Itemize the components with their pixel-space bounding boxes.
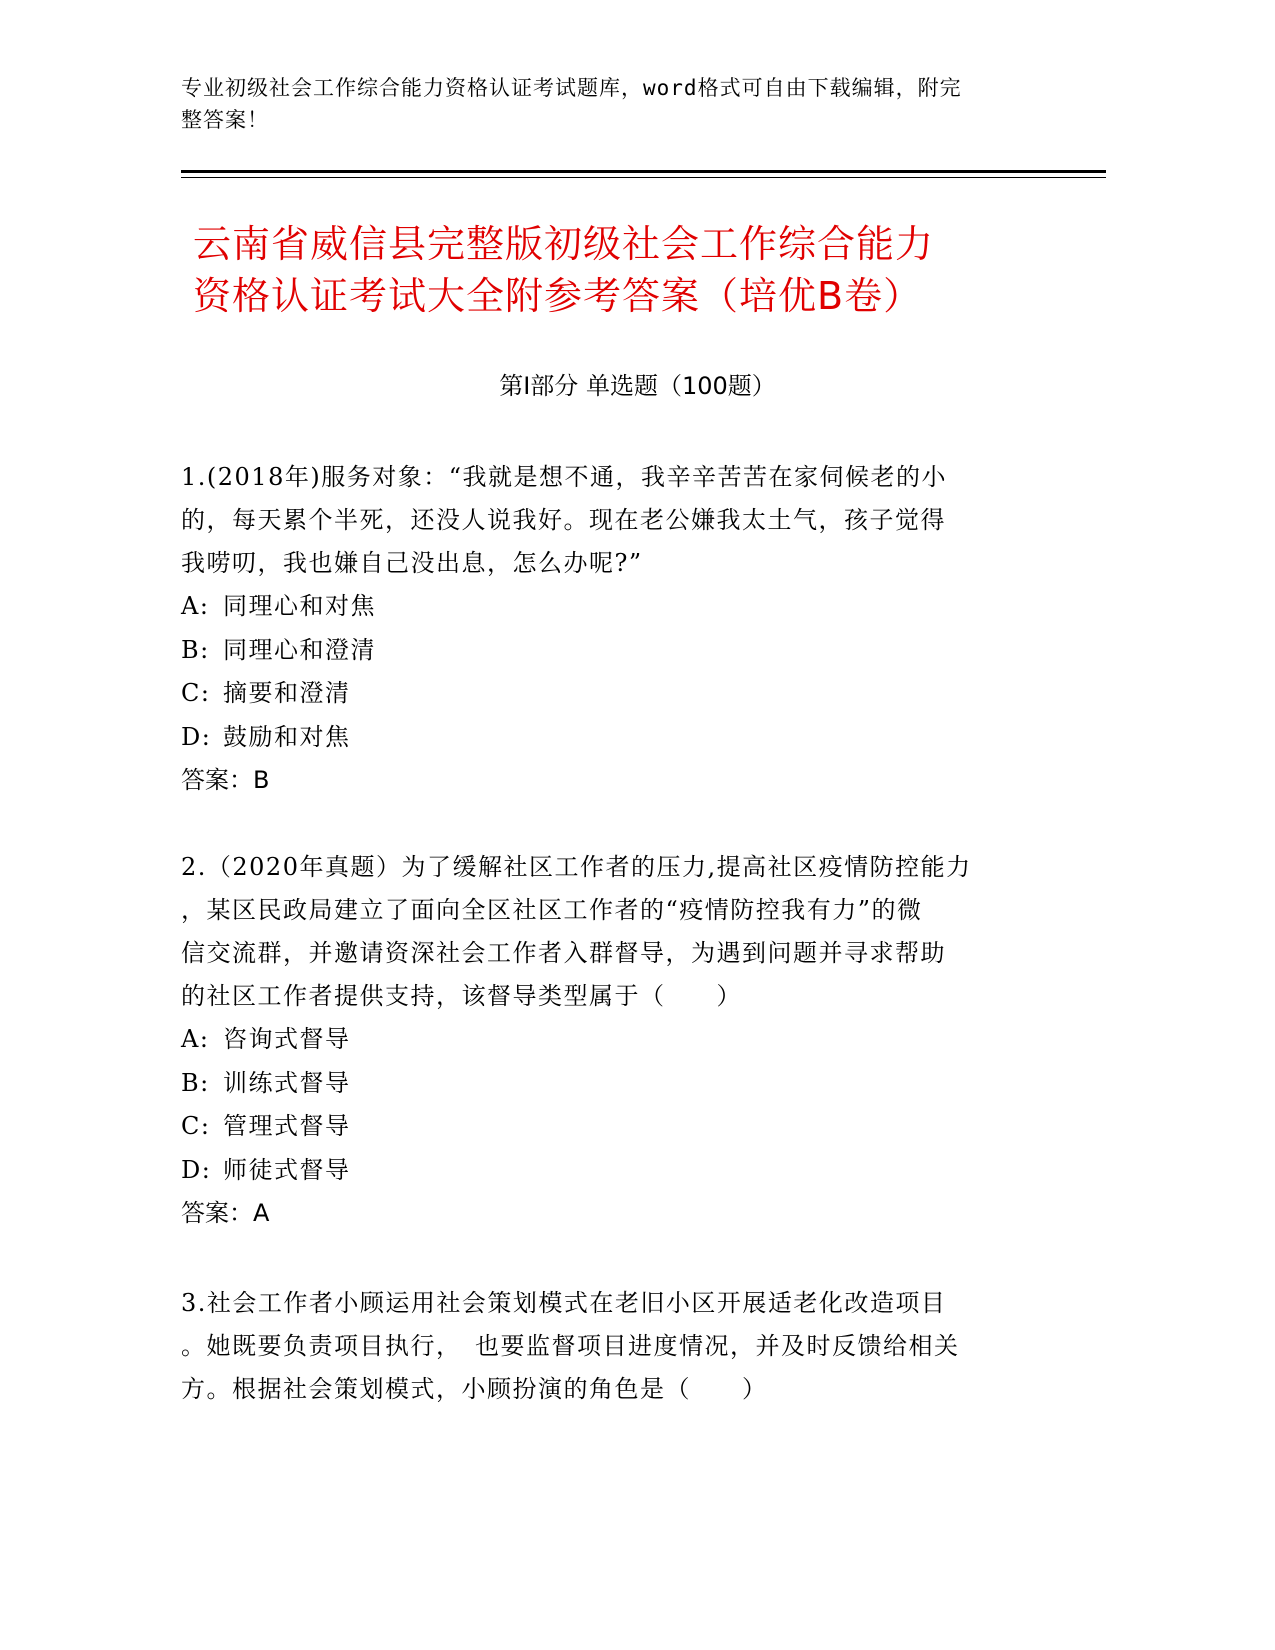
option-key: D: bbox=[181, 1155, 212, 1184]
question-2 bbox=[181, 846, 1051, 1236]
question-stem-line: 我唠叨，我也嫌自己没出息，怎么办呢?” bbox=[181, 549, 643, 577]
option-text: 同理心和对焦 bbox=[223, 592, 376, 620]
question-stem-line: 3.社会工作者小顾运用社会策划模式在老旧小区开展适老化改造项目 bbox=[181, 1289, 947, 1317]
section-title: 第Ⅰ部分 单选题（100题） bbox=[499, 372, 776, 400]
option-a bbox=[181, 585, 1051, 629]
option-key: A: bbox=[181, 592, 210, 620]
header-divider-thick bbox=[181, 170, 1106, 173]
option-key: B: bbox=[181, 1068, 210, 1097]
document-title-line: 资格认证考试大全附参考答案（培优B卷） bbox=[193, 274, 923, 318]
question-stem-line: ，某区民政局建立了面向全区社区工作者的“疫情防控我有力”的微 bbox=[181, 896, 923, 924]
header-note-line: 专业初级社会工作综合能力资格认证考试题库，word格式可自由下载编辑，附完 bbox=[181, 76, 962, 100]
option-b bbox=[181, 629, 1051, 673]
question-stem-line: 的，每天累个半死，还没人说我好。现在老公嫌我太土气，孩子觉得 bbox=[181, 506, 946, 534]
option-d bbox=[181, 1149, 1051, 1193]
question-stem-line: 1.(2018年)服务对象：“我就是想不通，我辛辛苦苦在家伺候老的小 bbox=[181, 463, 947, 491]
option-b bbox=[181, 1062, 1051, 1106]
option-text: 咨询式督导 bbox=[223, 1025, 351, 1053]
header-note bbox=[181, 72, 1041, 136]
option-text: 管理式督导 bbox=[223, 1112, 351, 1140]
question-stem-line: 2.（2020年真题）为了缓解社区工作者的压力,提高社区疫情防控能力 bbox=[181, 853, 972, 881]
option-key: A: bbox=[181, 1025, 210, 1053]
option-key: B: bbox=[181, 635, 210, 664]
option-text: 鼓励和对焦 bbox=[223, 722, 351, 751]
option-text: 师徒式督导 bbox=[223, 1155, 351, 1184]
answer-line: 答案：B bbox=[181, 766, 270, 794]
question-stem-line: 方。根据社会策划模式，小顾扮演的角色是（ ） bbox=[181, 1375, 768, 1403]
question-stem-line: 的社区工作者提供支持，该督导类型属于（ ） bbox=[181, 982, 742, 1010]
option-c bbox=[181, 1105, 1051, 1149]
header-note-line: 整答案！ bbox=[181, 108, 269, 132]
document-title-line: 云南省威信县完整版初级社会工作综合能力 bbox=[193, 222, 935, 266]
option-key: C: bbox=[181, 1112, 211, 1140]
question-3 bbox=[181, 1282, 1051, 1411]
option-text: 同理心和澄清 bbox=[223, 635, 376, 664]
question-1 bbox=[181, 456, 1051, 803]
document-title bbox=[193, 218, 1073, 322]
question-stem-line: 。她既要负责项目执行， 也要监督项目进度情况，并及时反馈给相关 bbox=[181, 1332, 960, 1360]
option-text: 摘要和澄清 bbox=[223, 679, 351, 707]
answer-line: 答案：A bbox=[181, 1199, 270, 1227]
header-divider-thin bbox=[181, 177, 1106, 178]
option-a bbox=[181, 1018, 1051, 1062]
option-key: C: bbox=[181, 679, 211, 707]
option-c bbox=[181, 672, 1051, 716]
question-stem-line: 信交流群，并邀请资深社会工作者入群督导，为遇到问题并寻求帮助 bbox=[181, 939, 946, 967]
option-d bbox=[181, 716, 1051, 760]
option-text: 训练式督导 bbox=[223, 1068, 351, 1097]
option-key: D: bbox=[181, 722, 212, 751]
